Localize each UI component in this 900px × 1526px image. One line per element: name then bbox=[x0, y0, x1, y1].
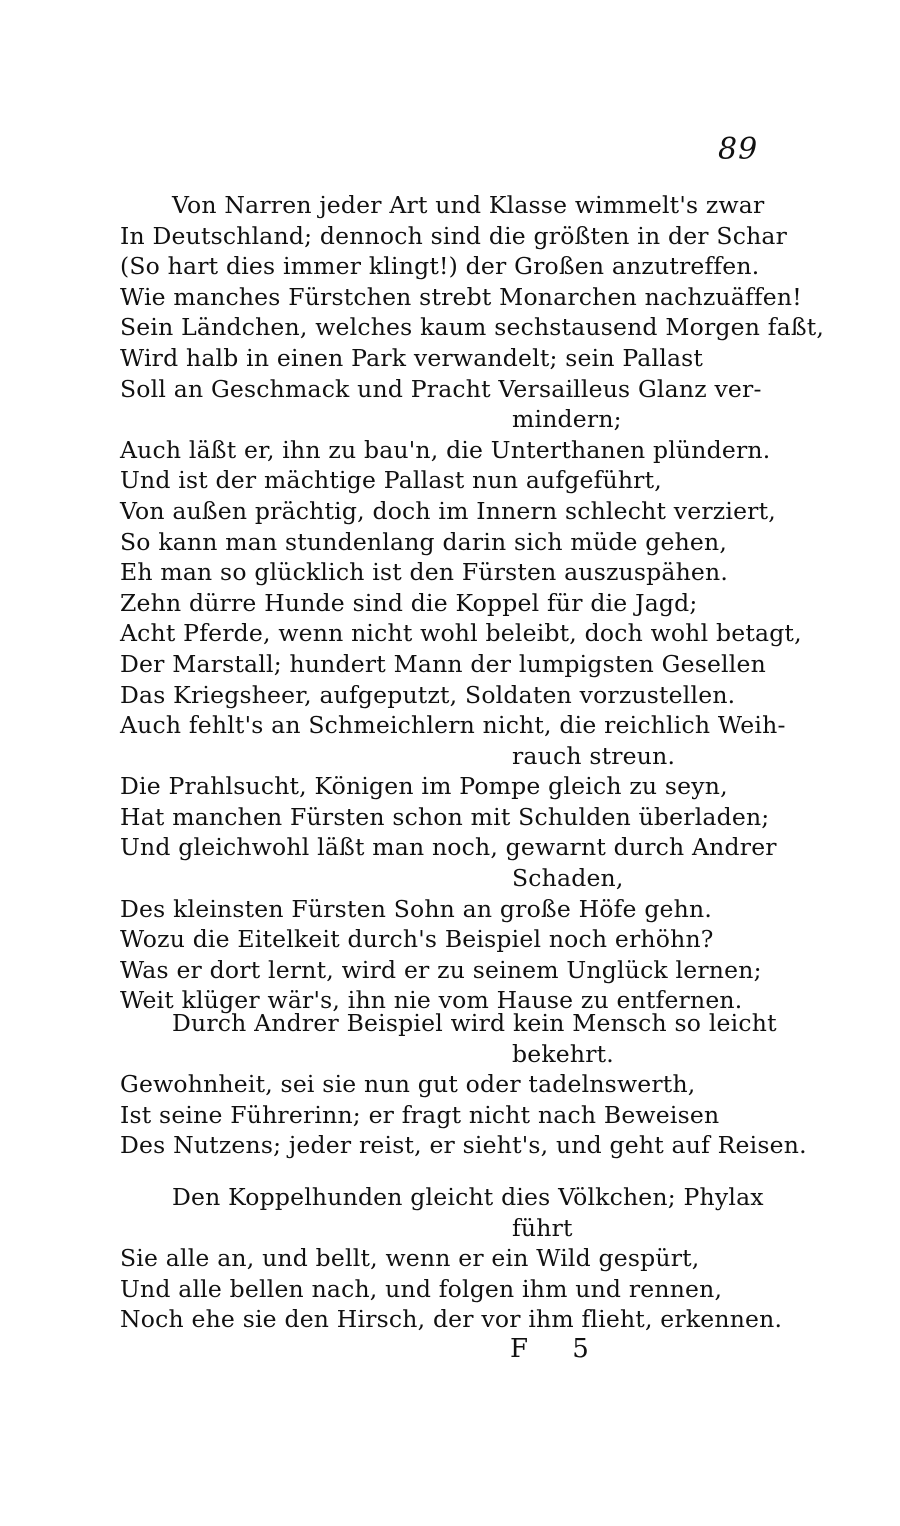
verse-line: Hat manchen Fürsten schon mit Schulden überladen; bbox=[120, 802, 770, 831]
verse-line: Von außen prächtig, doch im Innern schlecht verziert, bbox=[120, 496, 776, 525]
verse-line: Was er dort lernt, wird er zu seinem Unglück lernen; bbox=[120, 955, 762, 984]
verse-line: Weit klüger wär's, ihn nie vom Hause zu entfernen. bbox=[120, 986, 743, 1015]
verse-line: Wozu die Eitelkeit durch's Beispiel noch erhöhn? bbox=[120, 925, 714, 954]
verse-line: Gewohnheit, sei sie nun gut oder tadelnswerth, bbox=[120, 1070, 696, 1099]
verse-line: Soll an Geschmack und Pracht Versailleus Glanz ver- bbox=[120, 374, 762, 403]
verse-line: So kann man stundenlang darin sich müde gehen, bbox=[120, 527, 728, 556]
verse-line: Auch fehlt's an Schmeichlern nicht, die reichlich Weih- bbox=[120, 711, 786, 740]
verse-line: Und alle bellen nach, und folgen ihm und rennen, bbox=[120, 1274, 723, 1303]
verse-line: Auch läßt er, ihn zu bau'n, die Unterthanen plündern. bbox=[120, 435, 771, 464]
verse-line: (So hart dies immer klingt!) der Großen anzutreffen. bbox=[120, 252, 760, 281]
page-number: 89 bbox=[718, 132, 759, 167]
printer-signature-mark: F 5 bbox=[510, 1334, 607, 1364]
verse-line: Und ist der mächtige Pallast nun aufgeführt, bbox=[120, 466, 662, 495]
verse-line-continuation: bekehrt. bbox=[512, 1039, 614, 1068]
verse-line: Eh man so glücklich ist den Fürsten auszuspähen. bbox=[120, 558, 729, 587]
verse-line: Sie alle an, und bellt, wenn er ein Wild gespürt, bbox=[120, 1244, 700, 1273]
verse-line: Von Narren jeder Art und Klasse wimmelt's zwar bbox=[172, 191, 765, 219]
verse-line: Durch Andrer Beispiel wird kein Mensch so leicht bbox=[172, 1009, 777, 1037]
verse-line-continuation: Schaden, bbox=[512, 864, 624, 893]
verse-line: Noch ehe sie den Hirsch, der vor ihm flieht, erkennen. bbox=[120, 1305, 783, 1334]
verse-line: Des Nutzens; jeder reist, er sieht's, und geht auf Reisen. bbox=[120, 1131, 807, 1160]
verse-line: Den Koppelhunden gleicht dies Völkchen; Phylax bbox=[172, 1183, 764, 1211]
verse-line-continuation: rauch streun. bbox=[512, 741, 676, 770]
stanza-1 bbox=[120, 190, 825, 1016]
stanza-2 bbox=[120, 1008, 807, 1161]
verse-line: In Deutschland; dennoch sind die größten in der Schar bbox=[120, 221, 788, 250]
verse-line: Wird halb in einen Park verwandelt; sein Pallast bbox=[120, 343, 704, 372]
verse-line: Und gleichwohl läßt man noch, gewarnt durch Andrer bbox=[120, 833, 777, 862]
verse-line: Des kleinsten Fürsten Sohn an große Höfe gehn. bbox=[120, 894, 713, 923]
verse-line: Acht Pferde, wenn nicht wohl beleibt, doch wohl betagt, bbox=[120, 619, 802, 648]
verse-line: Die Prahlsucht, Königen im Pompe gleich zu seyn, bbox=[120, 772, 728, 801]
verse-line: Zehn dürre Hunde sind die Koppel für die Jagd; bbox=[120, 588, 698, 617]
verse-line-continuation: mindern; bbox=[512, 405, 622, 434]
verse-line: Sein Ländchen, welches kaum sechstausend Morgen faßt, bbox=[120, 313, 825, 342]
stanza-3 bbox=[120, 1182, 783, 1335]
verse-line: Wie manches Fürstchen strebt Monarchen nachzuäffen! bbox=[120, 282, 802, 311]
verse-line: Ist seine Führerinn; er fragt nicht nach Beweisen bbox=[120, 1100, 720, 1129]
verse-line: Das Kriegsheer, aufgeputzt, Soldaten vorzustellen. bbox=[120, 680, 736, 709]
verse-line: Der Marstall; hundert Mann der lumpigsten Gesellen bbox=[120, 649, 766, 678]
verse-line-continuation: führt bbox=[512, 1213, 573, 1242]
